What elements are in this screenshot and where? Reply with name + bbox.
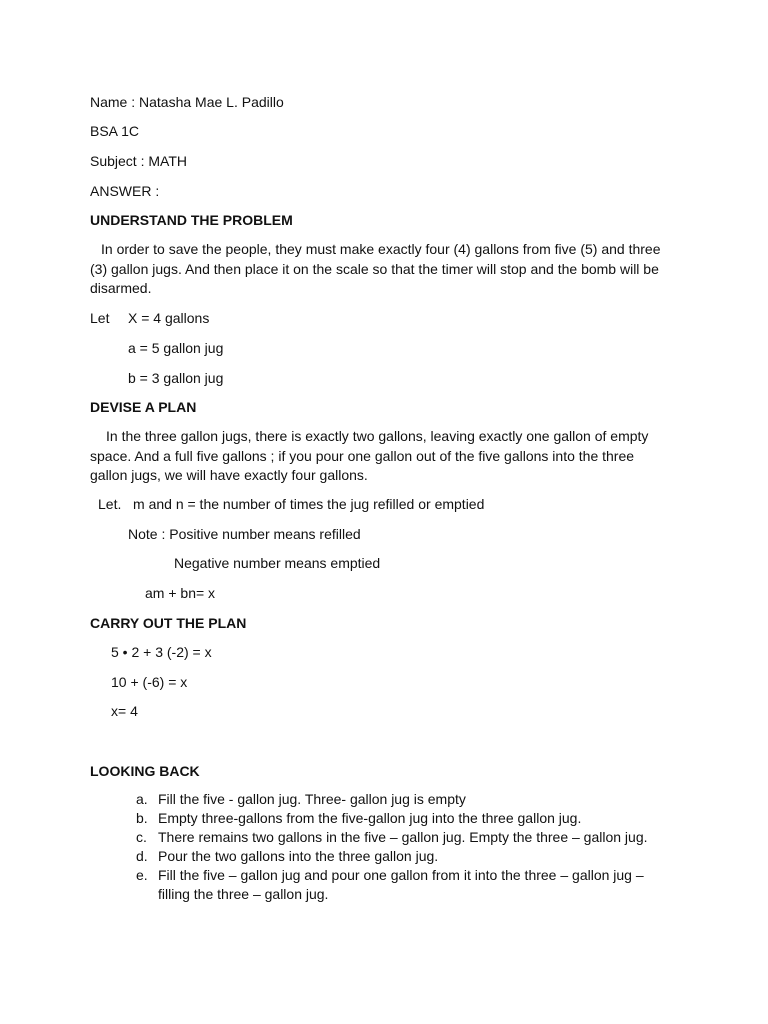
answer-line: ANSWER : bbox=[90, 183, 160, 199]
list-item bbox=[136, 866, 676, 904]
list-marker: d. bbox=[136, 848, 148, 864]
list-item bbox=[136, 828, 676, 847]
looking-back-heading: LOOKING BACK bbox=[90, 763, 200, 779]
list-marker: e. bbox=[136, 867, 148, 883]
let-a-line: a = 5 gallon jug bbox=[128, 340, 224, 356]
formula-line: am + bn= x bbox=[145, 585, 216, 601]
carry-heading: CARRY OUT THE PLAN bbox=[90, 615, 247, 631]
list-item-text: Empty three-gallons from the five-gallon jug into the three gallon jug. bbox=[158, 810, 582, 826]
list-item bbox=[136, 847, 676, 866]
carry-step-1: 5 • 2 + 3 (-2) = x bbox=[111, 644, 212, 660]
note-line-2: Negative number means emptied bbox=[174, 555, 381, 571]
list-item bbox=[136, 809, 676, 828]
section-line: BSA 1C bbox=[90, 123, 140, 139]
devise-paragraph: In the three gallon jugs, there is exactly two gallons, leaving exactly one gallon of empty space. And a full five gallons ; if you pour one gallon out of the five gallons into the three gallon jugs, we will have exactly four gallons. bbox=[90, 428, 649, 483]
list-marker: a. bbox=[136, 791, 148, 807]
name-line: Name : Natasha Mae L. Padillo bbox=[90, 94, 284, 110]
list-marker: c. bbox=[136, 829, 147, 845]
let-label: Let bbox=[90, 310, 110, 326]
let-x-line: X = 4 gallons bbox=[128, 310, 210, 326]
carry-step-2: 10 + (-6) = x bbox=[111, 674, 188, 690]
subject-line: Subject : MATH bbox=[90, 153, 187, 169]
list-item-text: Pour the two gallons into the three gallon jug. bbox=[158, 848, 439, 864]
devise-heading: DEVISE A PLAN bbox=[90, 399, 197, 415]
list-item-text: Fill the five – gallon jug and pour one gallon from it into the three – gallon jug – filling the three – gallon jug. bbox=[158, 867, 644, 902]
list-item-text: There remains two gallons in the five – gallon jug. Empty the three – gallon jug. bbox=[158, 829, 648, 845]
carry-step-3: x= 4 bbox=[111, 703, 138, 719]
list-item-text: Fill the five - gallon jug. Three- gallon jug is empty bbox=[158, 791, 466, 807]
list-marker: b. bbox=[136, 810, 148, 826]
understand-heading: UNDERSTAND THE PROBLEM bbox=[90, 212, 293, 228]
let-mn-line: Let. m and n = the number of times the jug refilled or emptied bbox=[98, 496, 485, 512]
note-line: Note : Positive number means refilled bbox=[128, 526, 361, 542]
understand-paragraph: In order to save the people, they must make exactly four (4) gallons from five (5) and three (3) gallon jugs. And then place it on the scale so that the timer will stop and the bomb will be disarmed. bbox=[90, 241, 661, 296]
let-b-line: b = 3 gallon jug bbox=[128, 370, 224, 386]
list-item bbox=[136, 790, 676, 809]
looking-back-list bbox=[136, 790, 676, 904]
